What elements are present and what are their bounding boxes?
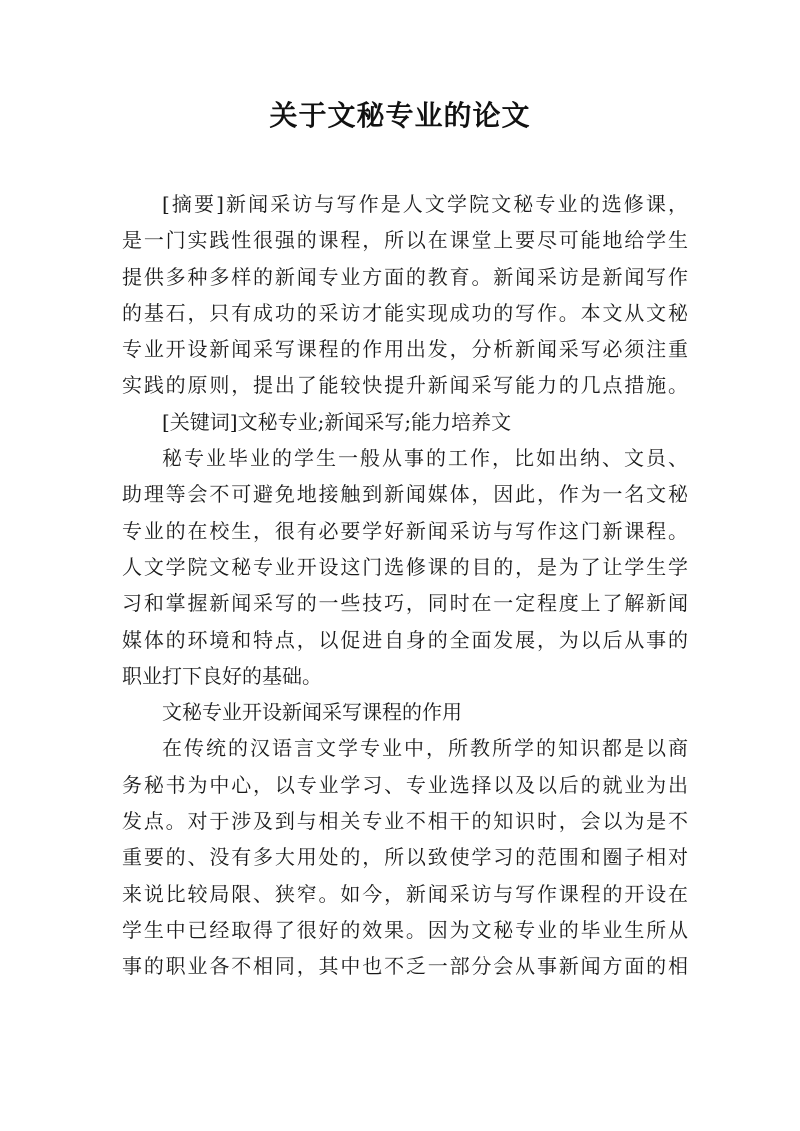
body-line: 专业的在校生，很有必要学好新闻采访与写作这门新课程。	[122, 518, 688, 543]
body-line: 人文学院文秘专业开设这门选修课的目的，是为了让学生学	[122, 554, 688, 579]
body-line: 的基石，只有成功的采访才能实现成功的写作。本文从文秘	[122, 300, 688, 325]
document-body	[122, 186, 688, 985]
section-heading: 文秘专业开设新闻采写课程的作用	[162, 700, 462, 725]
document-title: 关于文秘专业的论文	[269, 99, 531, 132]
body-line: 实践的原则，提出了能较快提升新闻采写能力的几点措施。	[122, 373, 688, 398]
body-line: 专业开设新闻采写课程的作用出发，分析新闻采写必须注重	[122, 337, 688, 362]
body-line: 是一门实践性很强的课程，所以在课堂上要尽可能地给学生	[122, 228, 688, 253]
body-line: 习和掌握新闻采写的一些技巧，同时在一定程度上了解新闻	[122, 591, 688, 616]
body-line: 事的职业各不相同，其中也不乏一部分会从事新闻方面的相	[122, 954, 688, 979]
body-line: 媒体的环境和特点，以促进自身的全面发展，为以后从事的	[122, 627, 688, 652]
body-line: 发点。对于涉及到与相关专业不相干的知识时，会以为是不	[122, 809, 688, 834]
body-line: 来说比较局限、狭窄。如今，新闻采访与写作课程的开设在	[122, 881, 688, 906]
body-line: 学生中已经取得了很好的效果。因为文秘专业的毕业生所从	[122, 917, 688, 942]
body-line: [摘要]新闻采访与写作是人文学院文秘专业的选修课，	[162, 192, 688, 216]
keywords-line: [关键词]文秘专业;新闻采写;能力培养文	[162, 409, 512, 434]
body-line: 重要的、没有多大用处的，所以致使学习的范围和圈子相对	[122, 845, 688, 870]
body-line: 在传统的汉语言文学专业中，所教所学的知识都是以商	[162, 736, 688, 761]
body-line: 秘专业毕业的学生一般从事的工作，比如出纳、文员、	[162, 446, 688, 471]
body-line: 职业打下良好的基础。	[122, 663, 322, 688]
body-line: 务秘书为中心，以专业学习、专业选择以及以后的就业为出	[122, 772, 688, 797]
body-line: 提供多种多样的新闻专业方面的教育。新闻采访是新闻写作	[122, 264, 688, 289]
body-line: 助理等会不可避免地接触到新闻媒体，因此，作为一名文秘	[122, 482, 688, 507]
